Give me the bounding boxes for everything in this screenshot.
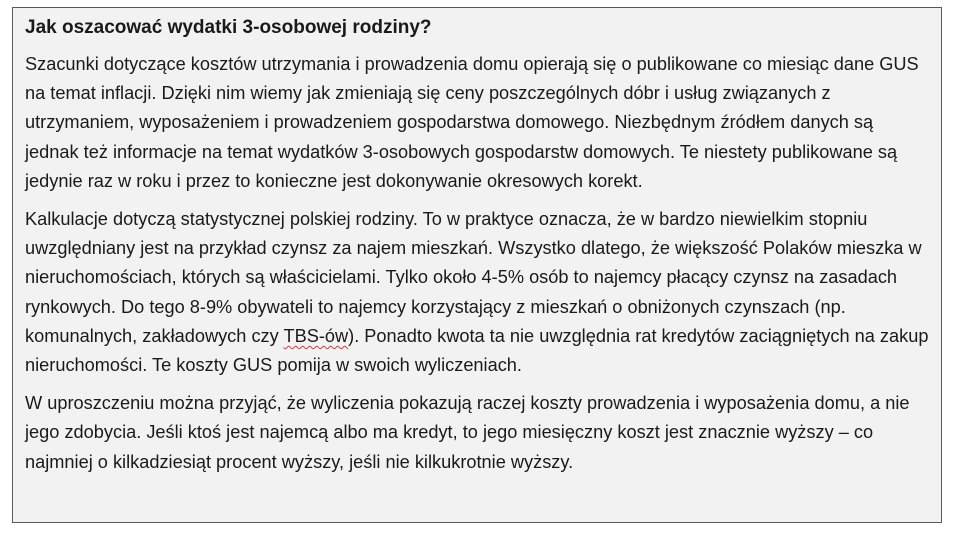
text-box: [12, 7, 942, 523]
paragraph-2: [25, 205, 929, 380]
paragraph-2-text-after: ). Ponadto kwota ta nie uwzględnia rat kredytów zaciągniętych na zakup nieruchomości. Te koszty GUS pomija w swoich wyliczeniach.: [25, 325, 929, 376]
paragraph-1: Szacunki dotyczące kosztów utrzymania i prowadzenia domu opierają się o publikowane co miesiąc dane GUS na temat inflacji. Dzięki nim wiemy jak zmieniają się ceny poszczególnych dóbr i usług związanych z utrzymaniem, wyposażeniem i prowadzeniem gospodarstwa domowego. Niezbędnym źródłem danych są jednak też informacje na temat wydatków 3-osobowych gospodarstw domowych. Te niestety publikowane są jedynie raz w roku i przez to konieczne jest dokonywanie okresowych korekt.: [25, 54, 919, 191]
spellcheck-flagged-word: TBS-ów: [283, 325, 349, 346]
paragraph-2-text-before: Kalkulacje dotyczą statystycznej polskiej rodziny. To w praktyce oznacza, że w bardzo niewielkim stopniu uwzględniany jest na przykład czynsz za najem mieszkań. Wszystko dlatego, że większość Polaków mieszka w nieruchomościach, których są właścicielami. Tylko około 4-5% osób to najemcy płacący czynsz na zasadach rynkowych. Do tego 8-9% obywateli to najemcy korzystający z mieszkań o obniżonych czynszach (np. komunalnych, zakładowych czy: [25, 209, 922, 346]
paragraph-3: W uproszczeniu można przyjąć, że wyliczenia pokazują raczej koszty prowadzenia i wyposażenia domu, a nie jego zdobycia. Jeśli ktoś jest najemcą albo ma kredyt, to jego miesięczny koszt jest znacznie wyższy – co najmniej o kilkadziesiąt procent wyższy, jeśli nie kilkukrotnie wyższy.: [25, 393, 910, 472]
document-title: Jak oszacować wydatki 3-osobowej rodziny?: [25, 17, 432, 38]
